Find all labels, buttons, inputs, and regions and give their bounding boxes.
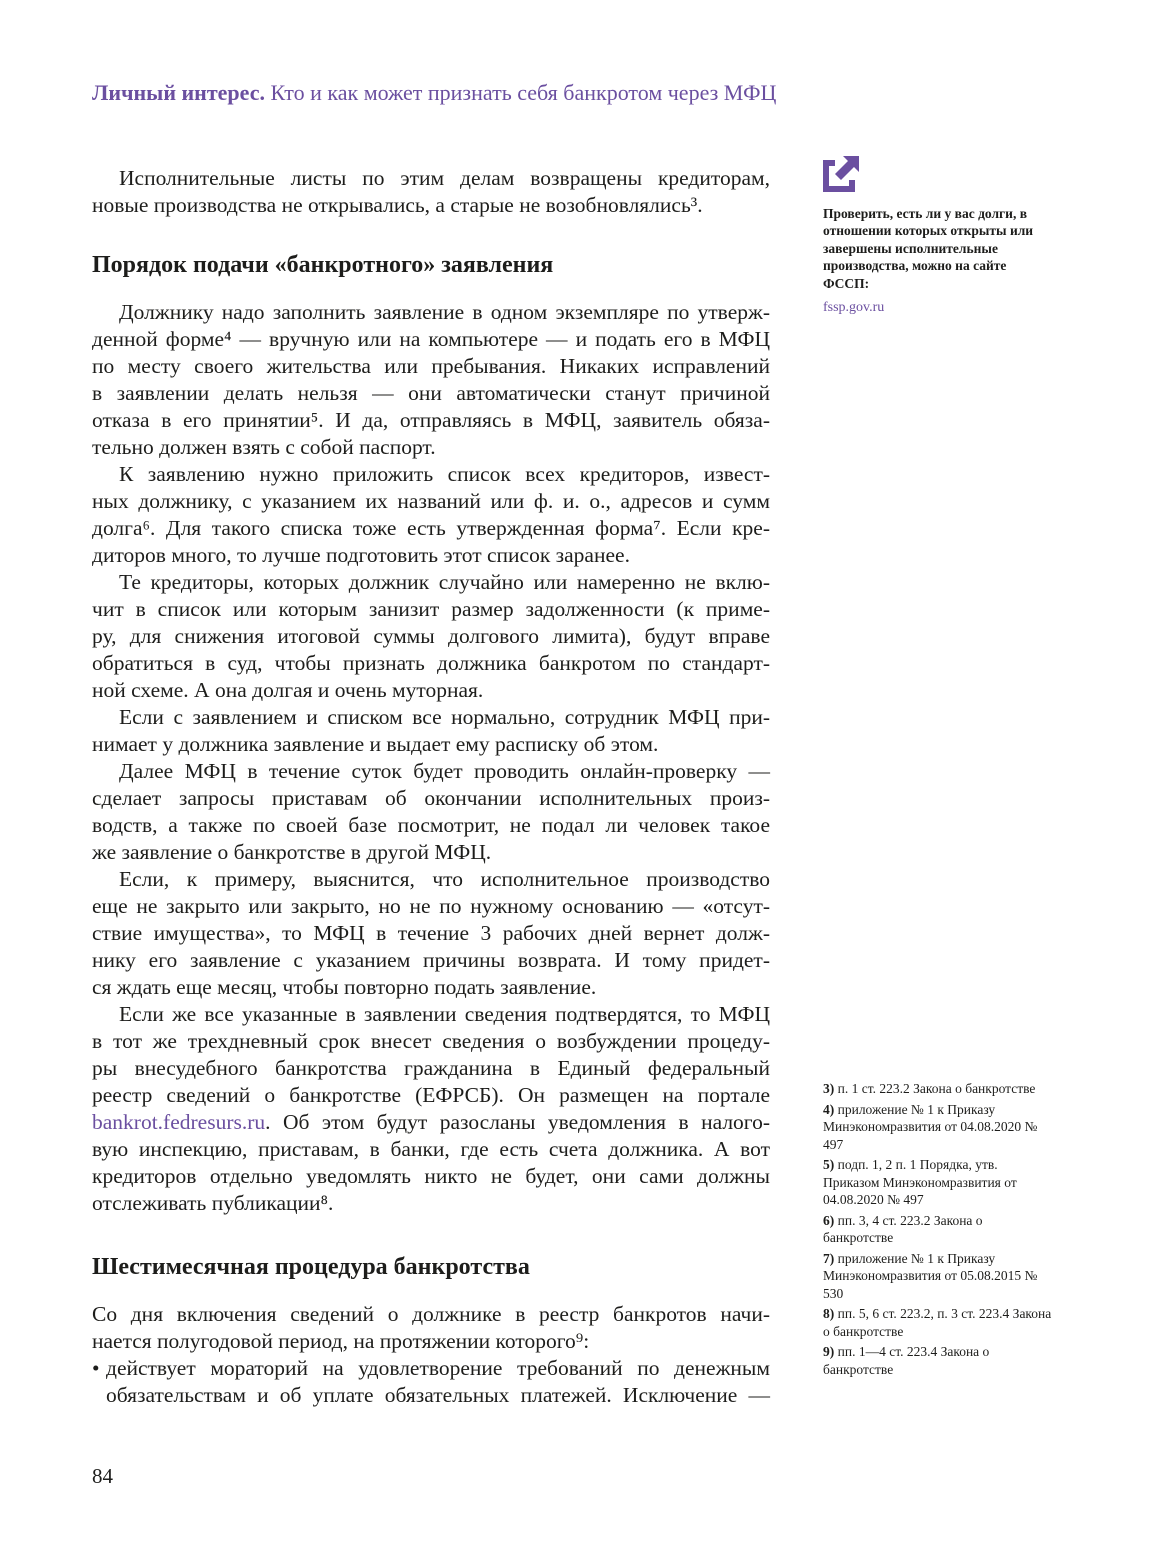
heading-filing-order: Порядок подачи «банкротного» заявления	[92, 252, 554, 278]
footnote-text: приложение № 1 к Приказу Минэкономразвития от 04.08.2020 № 497	[823, 1101, 1038, 1152]
paragraph	[92, 299, 770, 461]
text-line: Должнику надо заполнить заявление в одном экземпляре по утверж-	[119, 300, 770, 324]
text-line: ся ждать еще месяц, чтобы повторно подать заявление.	[92, 975, 597, 999]
text-line: ных должнику, с указанием их названий или ф. и. о., адресов и сумм	[92, 489, 770, 513]
text-line: нается полугодовой период, на протяжении которого⁹:	[92, 1329, 590, 1353]
footnote	[823, 1080, 1053, 1098]
footnote-text: приложение № 1 к Приказу Минэкономразвития от 05.08.2015 № 530	[823, 1250, 1038, 1301]
text-line: Если, к примеру, выяснится, что исполнительное производство	[119, 867, 770, 891]
text-line: сделает запросы приставам об окончании исполнительных произ-	[92, 786, 770, 810]
text-line: нимает у должника заявление и выдает ему расписку об этом.	[92, 732, 659, 756]
footnote	[823, 1343, 1053, 1378]
text-line: Далее МФЦ в течение суток будет проводить онлайн-проверку —	[119, 759, 770, 783]
footnote-text: пп. 5, 6 ст. 223.2, п. 3 ст. 223.4 Закона о банкротстве	[823, 1306, 1052, 1339]
footnote-number: 6)	[823, 1212, 835, 1228]
text-line: по месту своего жительства или пребывания. Никаких исправлений	[92, 354, 770, 378]
sidebar-note	[823, 156, 1043, 316]
text-line: кредиторов отдельно уведомлять никто не будет, они сами должны	[92, 1164, 770, 1188]
fssp-link[interactable]: fssp.gov.ru	[823, 299, 885, 315]
text-line: ной схеме. А она долгая и очень муторная.	[92, 678, 484, 702]
paragraph	[92, 758, 770, 866]
footnote	[823, 1101, 1053, 1154]
paragraph	[92, 461, 770, 569]
text-line: обязательствам и об уплате обязательных платежей. Исключение —	[106, 1383, 770, 1407]
text-line: Если с заявлением и списком все нормально, сотрудник МФЦ при-	[119, 705, 770, 729]
paragraph	[92, 569, 770, 704]
text-line: еще не закрыто или закрыто, но не по нужному основанию — «отсут-	[92, 894, 770, 918]
bullet-marker: •	[92, 1356, 100, 1380]
footnote-text: п. 1 ст. 223.2 Закона о банкротстве	[837, 1081, 1036, 1096]
heading-six-month-procedure: Шестимесячная процедура банкротства	[92, 1254, 530, 1280]
text-line: чит в список или которым занизит размер задолженности (к приме-	[92, 597, 770, 621]
link-tail: . Об этом будут разосланы уведомления в налого-	[265, 1110, 770, 1134]
text-line: отслеживать публикации⁸.	[92, 1191, 334, 1215]
text-line: водств, а также по своей базе посмотрит, не подал ли человек такое	[92, 813, 770, 837]
text-line: диторов много, то лучше подготовить этот список заранее.	[92, 543, 630, 567]
header-title: Кто и как может признать себя банкротом через МФЦ	[270, 80, 777, 105]
footnote-text: пп. 3, 4 ст. 223.2 Закона о банкротстве	[823, 1212, 983, 1245]
body-text	[92, 299, 770, 1217]
paragraph	[92, 1001, 770, 1217]
footnote	[823, 1250, 1053, 1303]
paragraph	[92, 866, 770, 1001]
text-line: же заявление о банкротстве в другой МФЦ.	[92, 840, 492, 864]
external-link-icon	[823, 156, 859, 192]
text-line: обратиться в суд, чтобы признать должника банкротом по стандарт-	[92, 651, 770, 675]
sidebar-text: Проверить, есть ли у вас долги, в отношении которых открыты или завершены исполнительные производства, можно на сайте ФССП:	[823, 205, 1034, 291]
footnote-number: 8)	[823, 1306, 835, 1321]
text-line: в тот же трехдневный срок внесет сведения о возбуждении процеду-	[92, 1029, 770, 1053]
text-line: тельно должен взять с собой паспорт.	[92, 435, 436, 459]
text-line: Если же все указанные в заявлении сведения подтвердятся, то МФЦ	[119, 1002, 770, 1026]
footnote-number: 4)	[823, 1101, 835, 1117]
text-line: долга⁶. Для такого списка тоже есть утвержденная форма⁷. Если кре-	[92, 516, 770, 540]
footnote-number: 3)	[823, 1081, 835, 1096]
text-line: ры внесудебного банкротства гражданина в Единый федеральный	[92, 1056, 770, 1080]
text-line: реестр сведений о банкротстве (ЕФРСБ). Он размещен на портале	[92, 1083, 770, 1107]
footnote-text: пп. 1—4 ст. 223.4 Закона о банкротстве	[823, 1344, 990, 1377]
text-line: действует мораторий на удовлетворение требований по денежным	[106, 1356, 770, 1380]
footnotes	[823, 1080, 1053, 1381]
intro-paragraph	[92, 165, 770, 219]
text-line: Те кредиторы, которых должник случайно или намеренно не вклю-	[119, 570, 770, 594]
paragraph	[92, 704, 770, 758]
footnote-number: 7)	[823, 1250, 835, 1266]
page-number: 84	[92, 1464, 113, 1488]
text-line: нику его заявление с указанием причины возврата. И тому придет-	[92, 948, 770, 972]
fedresurs-link[interactable]: bankrot.fedresurs.ru	[92, 1110, 266, 1134]
text-line	[92, 1109, 770, 1136]
text-line: ру, для снижения итоговой суммы долгового лимита), будут вправе	[92, 624, 770, 648]
footnote	[823, 1305, 1053, 1340]
final-paragraph	[92, 1301, 770, 1409]
footnote-number: 5)	[823, 1157, 835, 1172]
bullet-item	[92, 1355, 770, 1409]
footnote-number: 9)	[823, 1344, 835, 1359]
text-line: отказа в его принятии⁵. И да, отправляясь в МФЦ, заявитель обяза-	[92, 408, 770, 432]
text-line: новые производства не открывались, а старые не возобновлялись³.	[92, 193, 703, 217]
text-line: Исполнительные листы по этим делам возвращены кредиторам,	[119, 166, 770, 190]
footnote-text: подп. 1, 2 п. 1 Порядка, утв. Приказом Минэкономразвития от 04.08.2020 № 497	[823, 1157, 1017, 1207]
text-line: вую инспекцию, приставам, в банки, где есть счета должника. А вот	[92, 1137, 770, 1161]
footnote	[823, 1156, 1053, 1209]
text-line: Со дня включения сведений о должнике в реестр банкротов начи-	[92, 1302, 770, 1326]
footnote	[823, 1212, 1053, 1247]
running-header	[92, 80, 776, 106]
text-line: К заявлению нужно приложить список всех кредиторов, извест-	[119, 462, 770, 486]
text-line: в заявлении делать нельзя — они автоматически станут причиной	[92, 381, 770, 405]
header-section: Личный интерес.	[92, 80, 265, 105]
text-line: денной форме⁴ — вручную или на компьютере — и подать его в МФЦ	[92, 327, 770, 351]
text-line: ствие имущества», то МФЦ в течение 3 рабочих дней вернет долж-	[92, 921, 770, 945]
